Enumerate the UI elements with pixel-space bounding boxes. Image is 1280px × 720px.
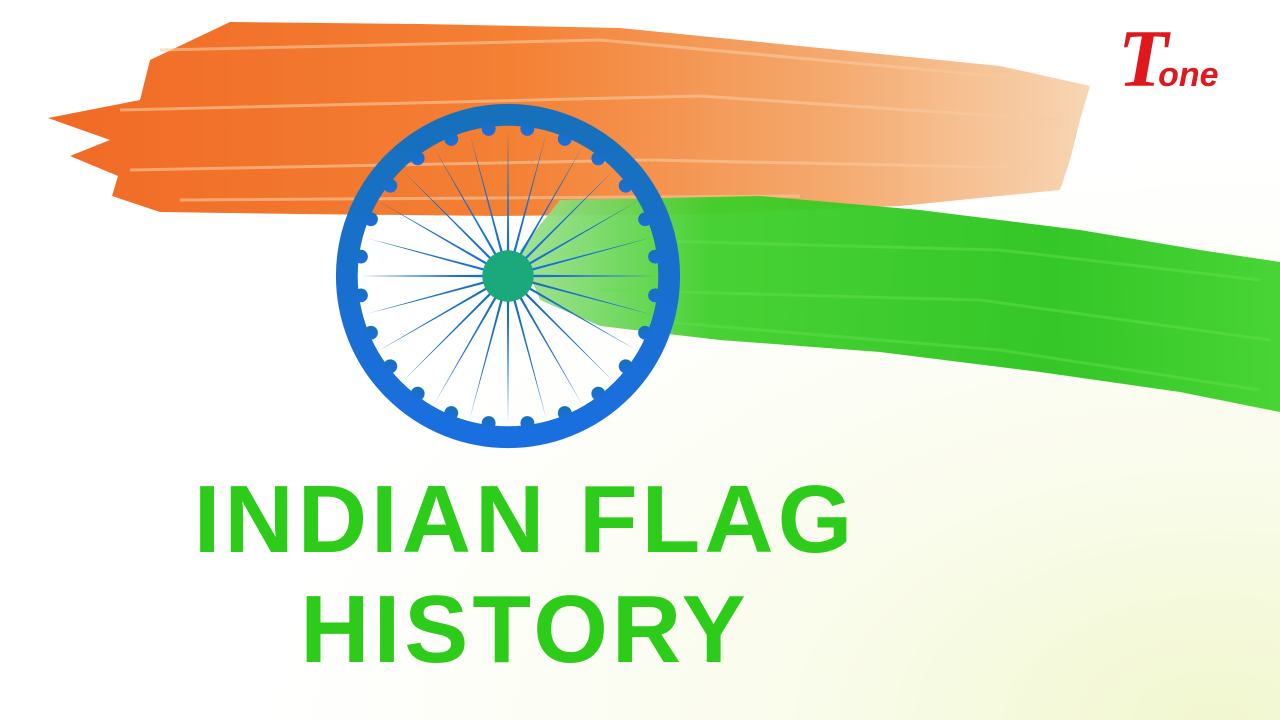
chakra-spoke bbox=[403, 291, 493, 381]
chakra-notch bbox=[383, 179, 397, 193]
chakra-notch bbox=[638, 326, 652, 340]
chakra-notch bbox=[638, 212, 652, 226]
chakra-spoke bbox=[523, 171, 613, 261]
title-line-indian-flag: INDIAN FLAG bbox=[193, 466, 857, 573]
tone-logo-icon bbox=[1118, 13, 1219, 104]
chakra-notch bbox=[364, 326, 378, 340]
chakra-notch bbox=[482, 416, 496, 430]
chakra-notch bbox=[354, 288, 368, 302]
chakra-spoke bbox=[523, 291, 613, 381]
chakra-spoke bbox=[507, 128, 509, 255]
title-line-history: HISTORY bbox=[300, 576, 750, 683]
chakra-notch bbox=[591, 151, 605, 165]
chakra-spoke bbox=[530, 275, 657, 277]
chakra-spoke bbox=[403, 171, 493, 261]
chakra-notch bbox=[383, 359, 397, 373]
chakra-spoke bbox=[507, 298, 509, 425]
chakra-notch bbox=[619, 179, 633, 193]
chakra-notch bbox=[444, 132, 458, 146]
chakra-notch bbox=[411, 151, 425, 165]
chakra-notch bbox=[354, 250, 368, 264]
logo-letter-t: T bbox=[1118, 13, 1163, 104]
chakra-notch bbox=[364, 212, 378, 226]
chakra-notch bbox=[520, 122, 534, 136]
chakra-spoke bbox=[360, 275, 487, 277]
chakra-notch bbox=[444, 406, 458, 420]
chakra-notch bbox=[558, 406, 572, 420]
logo-letters-one: one bbox=[1158, 56, 1219, 94]
chakra-notch bbox=[648, 250, 662, 264]
chakra-notch bbox=[520, 416, 534, 430]
chakra-notch bbox=[591, 387, 605, 401]
chakra-hub bbox=[482, 250, 533, 301]
chakra-notch bbox=[619, 359, 633, 373]
chakra-notch bbox=[482, 122, 496, 136]
ashoka-chakra-icon bbox=[330, 98, 686, 454]
chakra-notch bbox=[648, 288, 662, 302]
chakra-notch bbox=[558, 132, 572, 146]
chakra-notch bbox=[411, 387, 425, 401]
